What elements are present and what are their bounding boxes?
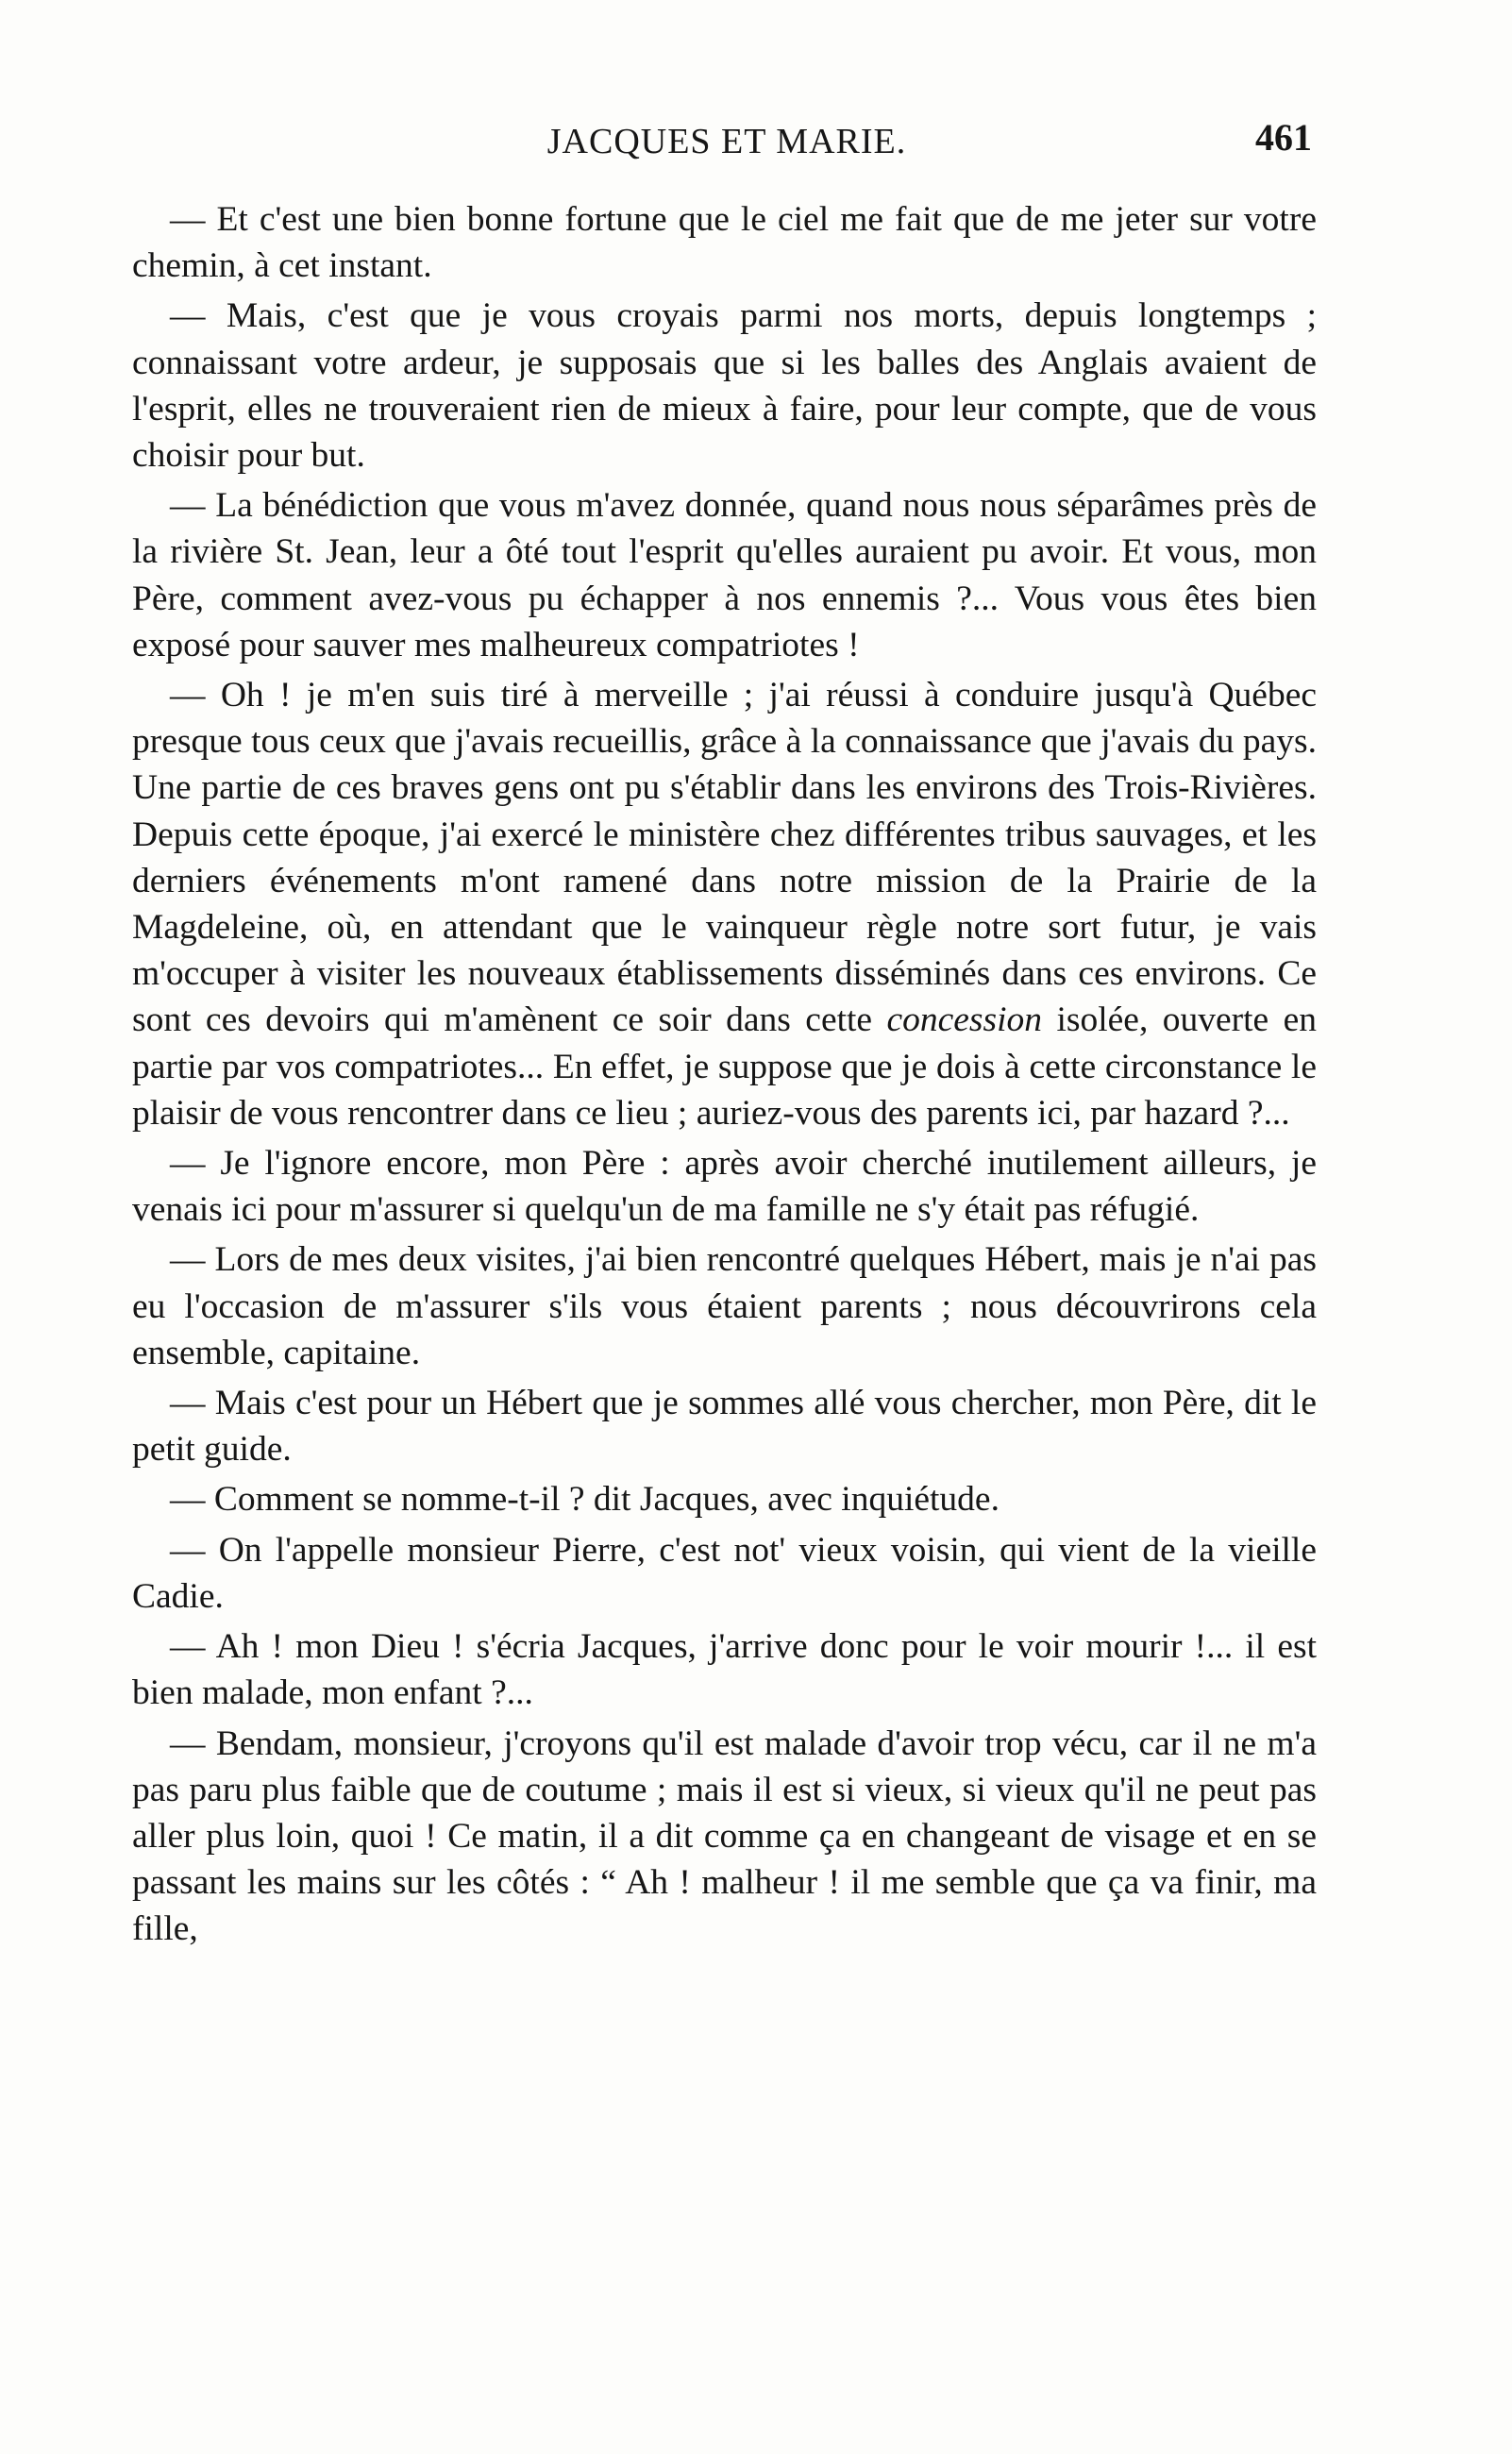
body-text	[132, 196, 1317, 1957]
paragraph: — Mais, c'est que je vous croyais parmi nos morts, depuis longtemps ; connaissant votre ardeur, je supposais que si les balles des Anglais avaient de l'esprit, elles ne trouveraient rien de mieux à faire, pour leur compte, que de vous choisir pour but.	[132, 296, 1317, 476]
page-number: 461	[1255, 116, 1312, 159]
paragraph: — Et c'est une bien bonne fortune que le ciel me fait que de me jeter sur votre chemin, à cet instant.	[132, 200, 1317, 286]
italic-word: concession	[886, 1000, 1043, 1040]
paragraph-text: isolée, ouverte en partie par vos compatriotes... En effet, je suppose que je dois à cette circonstance le plaisir de vous rencontrer dans ce lieu ; auriez-vous des parents ici, par hazard ?...	[132, 1000, 1317, 1133]
paragraph: — On l'appelle monsieur Pierre, c'est not' vieux voisin, qui vient de la vieille Cadie.	[132, 1530, 1317, 1616]
paragraph: — Mais c'est pour un Hébert que je sommes allé vous chercher, mon Père, dit le petit guide.	[132, 1384, 1317, 1470]
paragraph: — Bendam, monsieur, j'croyons qu'il est malade d'avoir trop vécu, car il ne m'a pas paru plus faible que de coutume ; mais il est si vieux, si vieux qu'il ne peut pas aller plus loin, quoi ! Ce matin, il a dit comme ça en changeant de visage et en se passant les mains sur les côtés : “ Ah ! malheur ! il me semble que ça va finir, ma fille,	[132, 1723, 1317, 1949]
paragraph: — Je l'ignore encore, mon Père : après avoir cherché inutilement ailleurs, je venais ici pour m'assurer si quelqu'un de ma famille ne s'y était pas réfugié.	[132, 1144, 1317, 1230]
running-title: JACQUES ET MARIE.	[546, 122, 907, 161]
running-header	[142, 116, 1312, 177]
paragraph: — Ah ! mon Dieu ! s'écria Jacques, j'arrive donc pour le voir mourir !... il est bien malade, mon enfant ?...	[132, 1627, 1317, 1713]
paragraph	[132, 672, 1317, 1136]
paragraph: — Lors de mes deux visites, j'ai bien rencontré quelques Hébert, mais je n'ai pas eu l'occasion de m'assurer s'ils vous étaient parents ; nous découvrirons cela ensemble, capitaine.	[132, 1240, 1317, 1372]
paragraph-text: — Oh ! je m'en suis tiré à merveille ; j'ai réussi à conduire jusqu'à Québec presque tous ceux que j'avais recueillis, grâce à la connaissance que j'avais du pays. Une partie de ces braves gens ont pu s'établir dans les environs des Trois-Rivières. Depuis cette époque, j'ai exercé le ministère chez différentes tribus sauvages, et les derniers événements m'ont ramené dans notre mission de la Prairie de la Magdeleine, où, en attendant que le vainqueur règle notre sort futur, je vais m'occuper à visiter les nouveaux établissements disséminés dans ces environs. Ce sont ces devoirs qui m'amènent ce soir dans cette	[132, 676, 1317, 1040]
paragraph: — La bénédiction que vous m'avez donnée, quand nous nous séparâmes près de la rivière St. Jean, leur a ôté tout l'esprit qu'elles auraient pu avoir. Et vous, mon Père, comment avez-vous pu échapper à nos ennemis ?... Vous vous êtes bien exposé pour sauver mes malheureux compatriotes !	[132, 486, 1317, 664]
paragraph: — Comment se nomme-t-il ? dit Jacques, avec inquiétude.	[170, 1480, 1000, 1520]
